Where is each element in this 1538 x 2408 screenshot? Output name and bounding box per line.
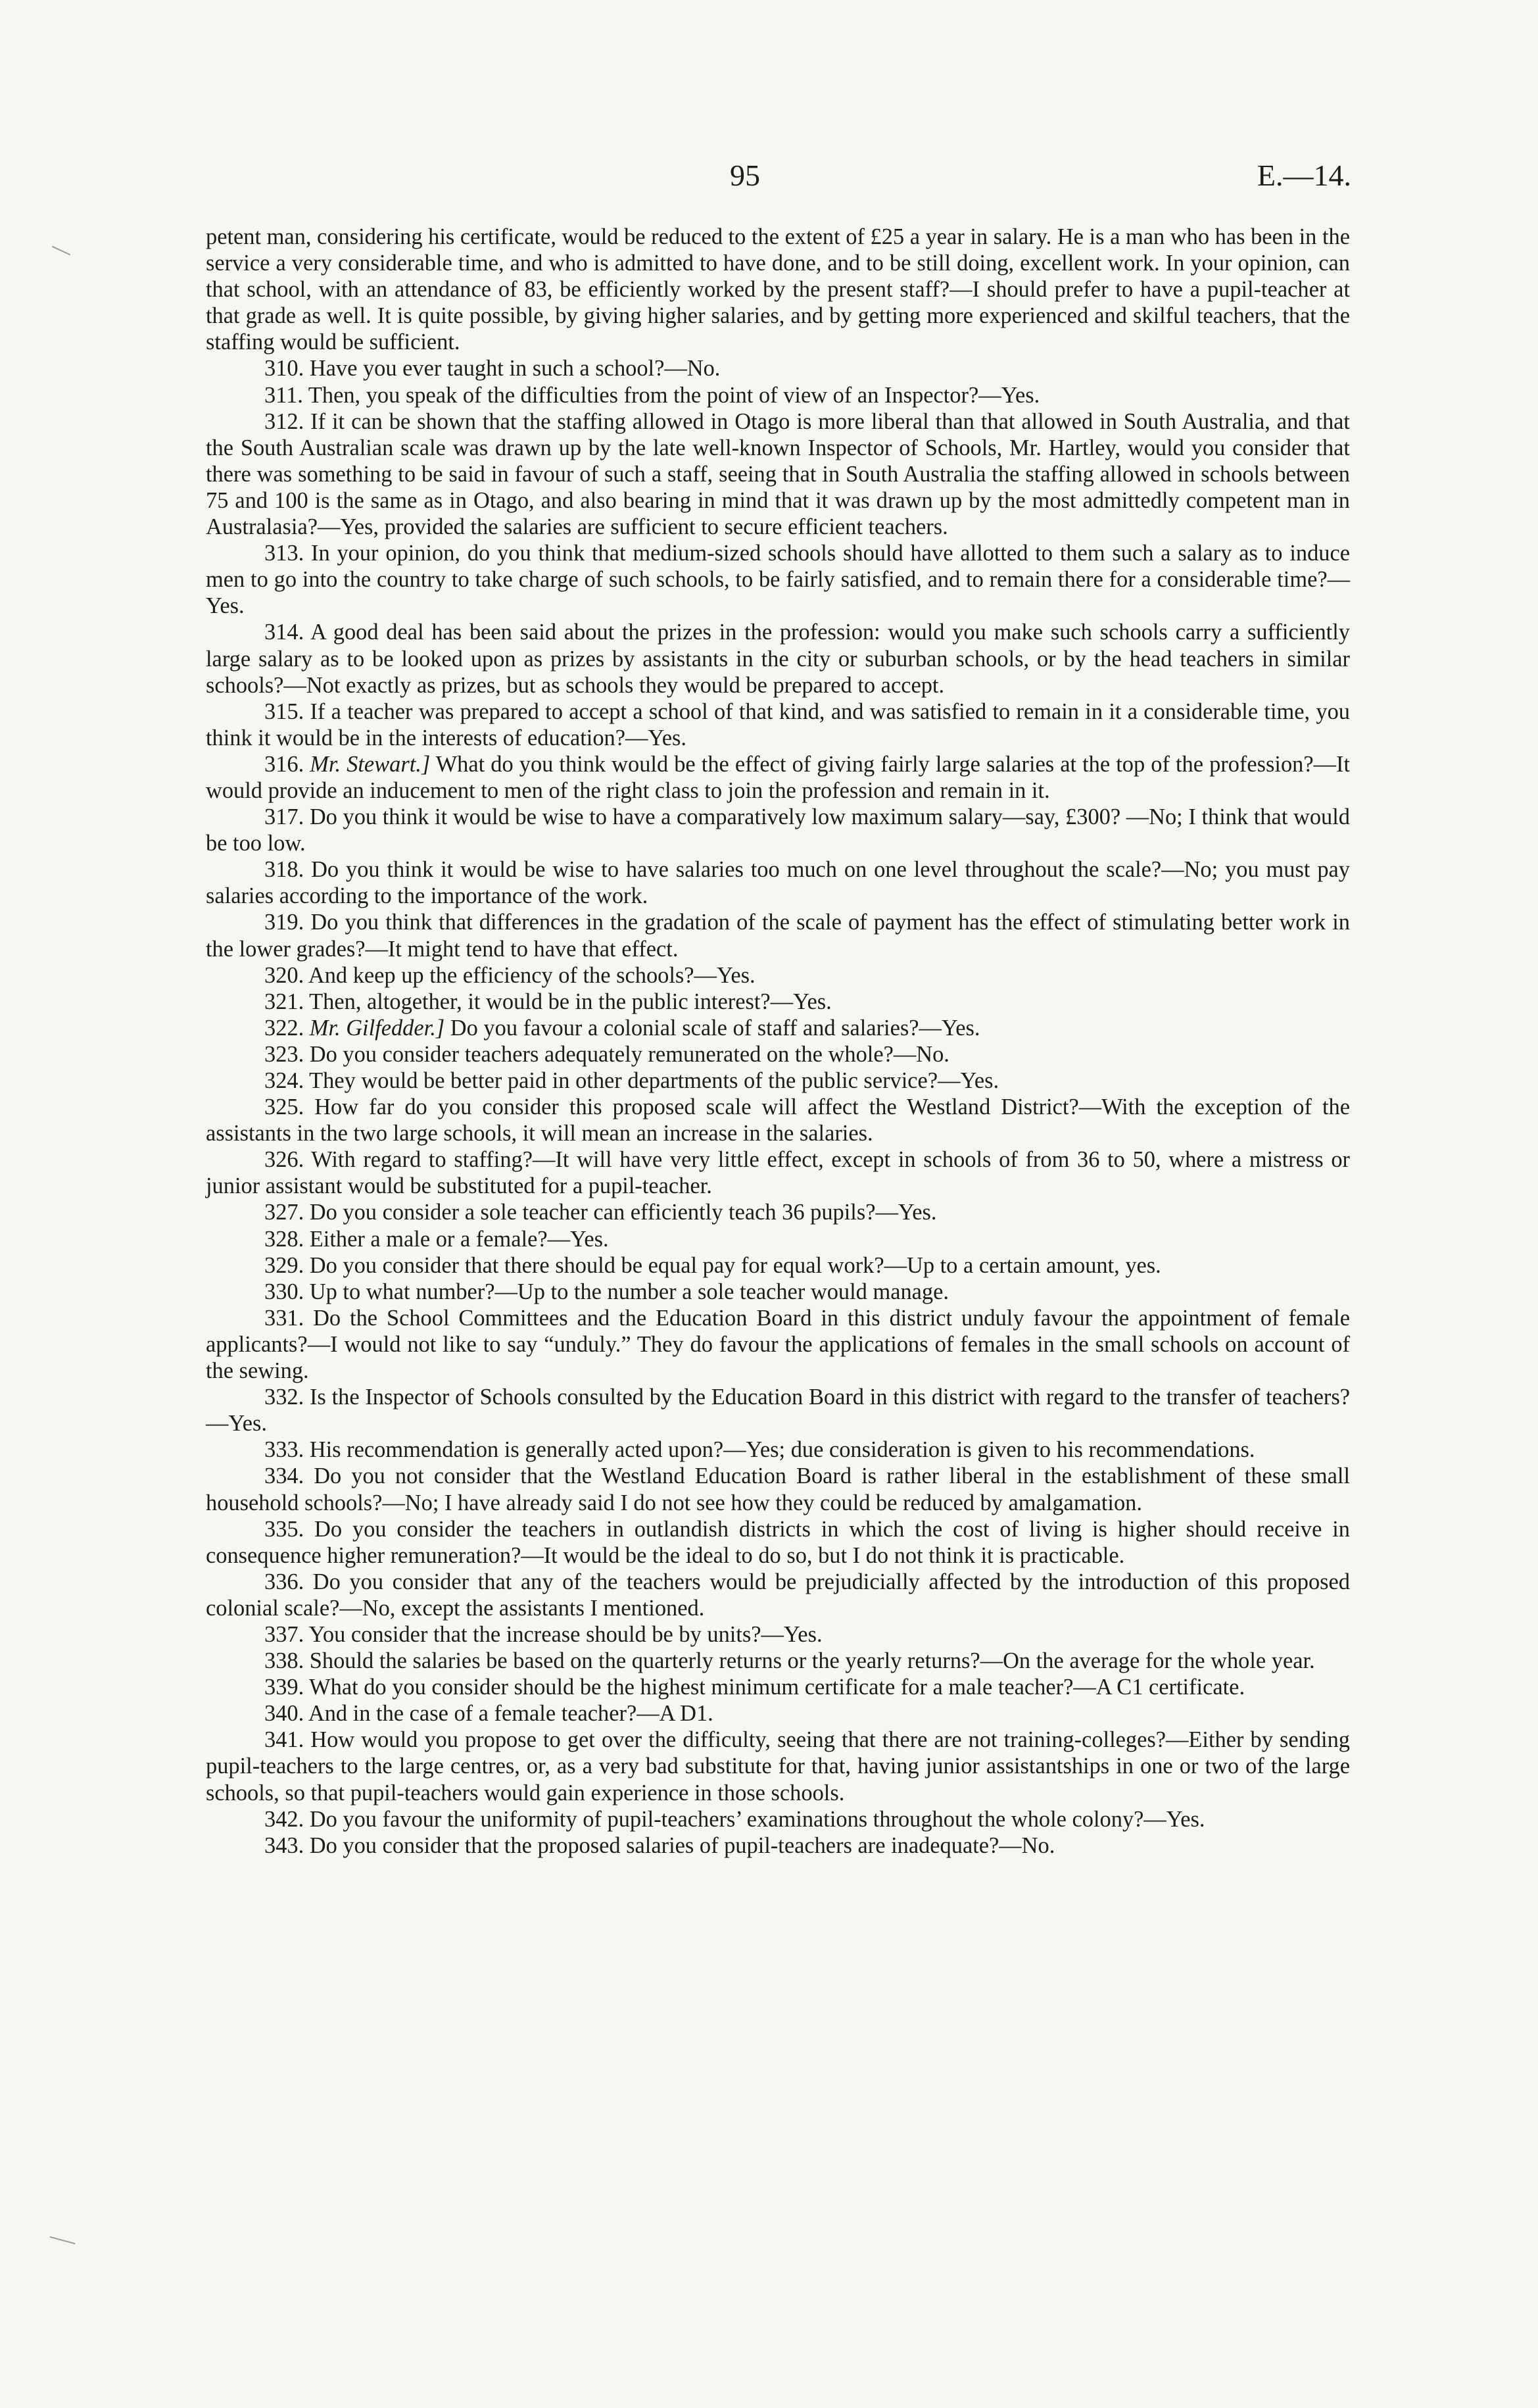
question-334: 334. Do you not consider that the Westland Education Board is rather liberal in the establishment of these small household schools?—No; I have already said I do not see how they could be reduced by amalgamation.	[206, 1463, 1350, 1515]
speaker-name: Mr. Gilfedder.]	[309, 1015, 445, 1041]
scan-mark	[52, 246, 70, 255]
question-339: 339. What do you consider should be the highest minimum certificate for a male teacher?—A C1 certificate.	[264, 1675, 1245, 1700]
question-341: 341. How would you propose to get over the difficulty, seeing that there are not training-colleges?—Either by sending pupil-teachers to the large centres, or, as a very bad substitute for that, having junior assistantships in one or two of the large schools, so that pupil-teachers would gain experience in those schools.	[206, 1727, 1350, 1806]
question-325: 325. How far do you consider this proposed scale will affect the Westland District?—With the exception of the assistants in the two large schools, it will mean an increase in the salaries.	[206, 1094, 1350, 1146]
question-326: 326. With regard to staffing?—It will have very little effect, except in schools of from 36 to 50, where a mistress or junior assistant would be substituted for a pupil-teacher.	[206, 1147, 1350, 1199]
page-number: 95	[730, 159, 760, 192]
question-320: 320. And keep up the efficiency of the schools?—Yes.	[264, 962, 756, 988]
question-337: 337. You consider that the increase should be by units?—Yes.	[264, 1621, 823, 1647]
question-321: 321. Then, altogether, it would be in the public interest?—Yes.	[264, 989, 832, 1014]
page-header	[0, 158, 1538, 204]
question-314: 314. A good deal has been said about the prizes in the profession: would you make such schools carry a sufficiently large salary as to be looked upon as prizes by assistants in the city or suburban schools, or by the head teachers in similar schools?—Not exactly as prizes, but as schools they would be prepared to accept.	[206, 620, 1350, 698]
question-text: Do you favour a colonial scale of staff and salaries?—Yes.	[450, 1015, 980, 1041]
question-343: 343. Do you consider that the proposed salaries of pupil-teachers are inadequate?—No.	[264, 1832, 1055, 1858]
question-330: 330. Up to what number?—Up to the number a sole teacher would manage.	[264, 1279, 949, 1304]
question-319: 319. Do you think that differences in the gradation of the scale of payment has the effect of stimulating better work in the lower grades?—It might tend to have that effect.	[206, 910, 1350, 962]
question-329: 329. Do you consider that there should be equal pay for equal work?—Up to a certain amount, yes.	[264, 1252, 1161, 1278]
question-342: 342. Do you favour the uniformity of pupil-teachers’ examinations throughout the whole colony?—Yes.	[264, 1806, 1205, 1832]
question-338: 338. Should the salaries be based on the quarterly returns or the yearly returns?—On the average for the whole year.	[264, 1648, 1315, 1674]
speaker-name: Mr. Stewart.]	[310, 751, 431, 777]
question-number: 322.	[264, 1015, 304, 1041]
question-322	[206, 1015, 1350, 1041]
question-331: 331. Do the School Committees and the Education Board in this district unduly favour the appointment of female applicants?—I would not like to say “unduly.” They do favour the applications of females in the small schools on account of the sewing.	[206, 1305, 1350, 1384]
question-328: 328. Either a male or a female?—Yes.	[264, 1226, 609, 1252]
question-316	[206, 751, 1350, 804]
question-335: 335. Do you consider the teachers in outlandish districts in which the cost of living is higher should receive in consequence higher remuneration?—It would be the ideal to do so, but I do not think it is practicable.	[206, 1516, 1350, 1568]
scan-mark	[49, 2236, 75, 2244]
question-315: 315. If a teacher was prepared to accept a school of that kind, and was satisfied to remain in it a considerable time, you think it would be in the interests of education?—Yes.	[206, 699, 1350, 750]
question-323: 323. Do you consider teachers adequately remunerated on the whole?—No.	[264, 1041, 949, 1067]
question-313: 313. In your opinion, do you think that medium-sized schools should have allotted to them such a salary as to induce men to go into the country to take charge of such schools, to be fairly satisfied, and to remain there for a considerable time?—Yes.	[206, 541, 1350, 619]
question-336: 336. Do you consider that any of the teachers would be prejudicially affected by the introduction of this proposed colonial scale?—No, except the assistants I mentioned.	[206, 1569, 1350, 1621]
series-label: E.—14.	[1257, 159, 1351, 192]
question-318: 318. Do you think it would be wise to have salaries too much on one level throughout the scale?—No; you must pay salaries according to the importance of the work.	[206, 857, 1350, 909]
question-327: 327. Do you consider a sole teacher can efficiently teach 36 pupils?—Yes.	[264, 1200, 937, 1225]
question-310: 310. Have you ever taught in such a school?—No.	[264, 356, 721, 381]
question-311: 311. Then, you speak of the difficulties from the point of view of an Inspector?—Yes.	[264, 382, 1040, 408]
transcript-body	[206, 224, 1350, 1859]
question-text: What do you think would be the effect of giving fairly large salaries at the top of the profession?—It would provide an inducement to men of the right class to join the profession and remain in it.	[206, 751, 1351, 803]
question-340: 340. And in the case of a female teacher?—A D1.	[264, 1701, 713, 1727]
question-332: 332. Is the Inspector of Schools consulted by the Education Board in this district with regard to the transfer of teachers?—Yes.	[206, 1385, 1350, 1437]
question-324: 324. They would be better paid in other departments of the public service?—Yes.	[264, 1068, 999, 1093]
continuation-paragraph: petent man, considering his certificate, would be reduced to the extent of £25 a year in salary. He is a man who has been in the service a very considerable time, and who is admitted to have done, and to be still doing, excellent work. In your opinion, can that school, with an attendance of 83, be efficiently worked by the present staff?—I should prefer to have a pupil-teacher at that grade as well. It is quite possible, by giving higher salaries, and by getting more experienced and skilful teachers, that the staffing would be sufficient.	[206, 224, 1350, 355]
question-333: 333. His recommendation is generally acted upon?—Yes; due consideration is given to his recommendations.	[264, 1437, 1255, 1463]
question-number: 316.	[264, 751, 304, 777]
question-317: 317. Do you think it would be wise to have a comparatively low maximum salary—say, £300? —No; I think that would be too low.	[206, 804, 1350, 856]
question-312: 312. If it can be shown that the staffing allowed in Otago is more liberal than that allowed in South Australia, and that the South Australian scale was drawn up by the late well-known Inspector of Schools, Mr. Hartley, would you consider that there was something to be said in favour of such a staff, seeing that in South Australia the staffing allowed in schools between 75 and 100 is the same as in Otago, and also bearing in mind that it was drawn up by the most admittedly competent man in Australasia?—Yes, provided the salaries are sufficient to secure efficient teachers.	[206, 408, 1350, 540]
